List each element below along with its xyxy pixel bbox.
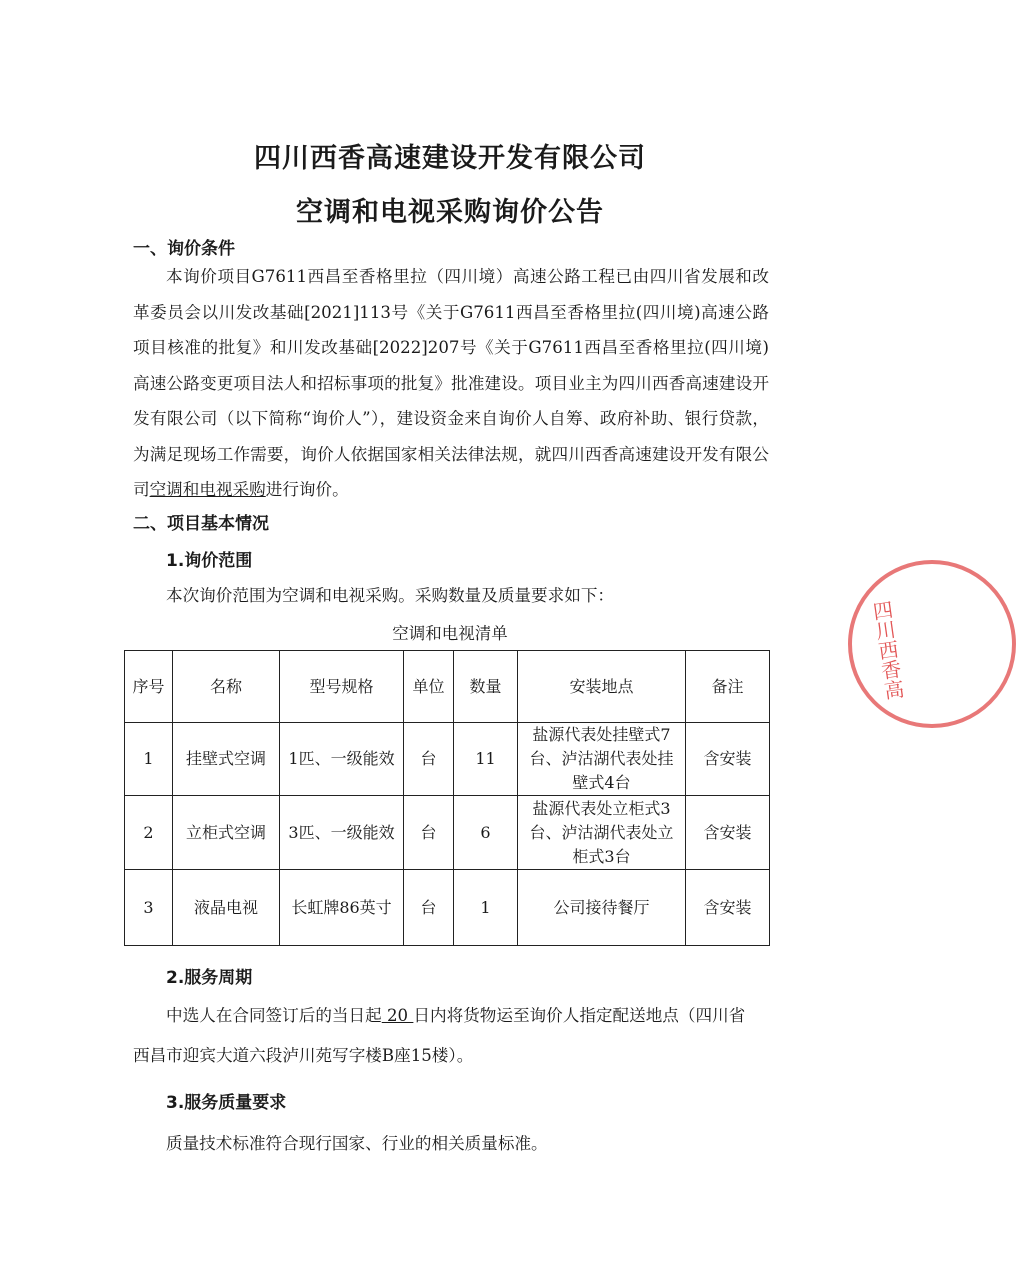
table-row: [125, 870, 770, 946]
seal-text: 四川西香高: [868, 598, 906, 702]
section1-heading: 一、询价条件: [133, 239, 235, 259]
header-remark: 备注: [686, 651, 770, 723]
scope-text: 本次询价范围为空调和电视采购。采购数量及质量要求如下：: [166, 586, 615, 605]
cell-spec: 1匹、一级能效: [280, 723, 404, 796]
section1-paragraph-text: 本询价项目G7611西昌至香格里拉（四川境）高速公路工程已由四川省发展和改革委员会以川发改基础[2021]113号《关于G7611西昌至香格里拉(四川境)高速公路项目核准的批复》和川发改基础[2022]207号《关于G7611西昌至香格里拉(四川境)高速公路变更项目法人和招标事项的批复》批准建设。项目业主为四川西香高速建设开发有限公司（以下简称“询价人”），建设资金来自询价人自筹、政府补助、银行贷款，为满足现场工作需要，询价人依据国家相关法律法规，就四川西香高速建设开发有限公司: [133, 267, 769, 499]
table-header-row: [125, 651, 770, 723]
quality-text: 质量技术标准符合现行国家、行业的相关质量标准。: [166, 1134, 548, 1153]
cell-quantity: 11: [454, 723, 518, 796]
section2-heading: 二、项目基本情况: [133, 514, 269, 534]
service-period-line1: [166, 1002, 745, 1026]
scope-heading: 1.询价范围: [166, 551, 253, 571]
cell-location: 盐源代表处立柜式3台、泸沽湖代表处立柜式3台: [518, 796, 686, 870]
cell-name: 液晶电视: [173, 870, 280, 946]
section1-paragraph-tail: 进行询价。: [265, 480, 349, 499]
quality-heading: 3.服务质量要求: [166, 1093, 287, 1113]
cell-index: 1: [125, 723, 173, 796]
cell-quantity: 1: [454, 870, 518, 946]
cell-location: 盐源代表处挂壁式7台、泸沽湖代表处挂壁式4台: [518, 723, 686, 796]
cell-remark: 含安装: [686, 796, 770, 870]
cell-unit: 台: [404, 723, 454, 796]
cell-spec: 长虹牌86英寸: [280, 870, 404, 946]
service-days: 20: [381, 1006, 414, 1025]
company-title: 四川西香高速建设开发有限公司: [254, 143, 646, 174]
cell-spec: 3匹、一级能效: [280, 796, 404, 870]
header-name: 名称: [173, 651, 280, 723]
service-period-text-b: 日内将货物运至询价人指定配送地点（四川省: [413, 1006, 746, 1025]
service-period-heading: 2.服务周期: [166, 968, 253, 988]
table-row: [125, 723, 770, 796]
procurement-table: [124, 650, 770, 946]
cell-remark: 含安装: [686, 870, 770, 946]
header-spec: 型号规格: [280, 651, 404, 723]
service-period-text-a: 中选人在合同签订后的当日起: [166, 1006, 382, 1025]
cell-index: 2: [125, 796, 173, 870]
cell-quantity: 6: [454, 796, 518, 870]
cell-remark: 含安装: [686, 723, 770, 796]
table-row: [125, 796, 770, 870]
notice-title: 空调和电视采购询价公告: [296, 197, 604, 228]
section1-paragraph: [133, 259, 769, 508]
cell-location: 公司接待餐厅: [518, 870, 686, 946]
header-unit: 单位: [404, 651, 454, 723]
service-period-line2: 西昌市迎宾大道六段泸川苑写字楼B座15楼）。: [133, 1046, 474, 1065]
procurement-underlined: 空调和电视采购: [149, 480, 266, 499]
cell-unit: 台: [404, 870, 454, 946]
table-caption: 空调和电视清单: [392, 624, 508, 643]
cell-index: 3: [125, 870, 173, 946]
header-location: 安装地点: [518, 651, 686, 723]
cell-unit: 台: [404, 796, 454, 870]
header-index: 序号: [125, 651, 173, 723]
cell-name: 立柜式空调: [173, 796, 280, 870]
header-quantity: 数量: [454, 651, 518, 723]
cell-name: 挂壁式空调: [173, 723, 280, 796]
